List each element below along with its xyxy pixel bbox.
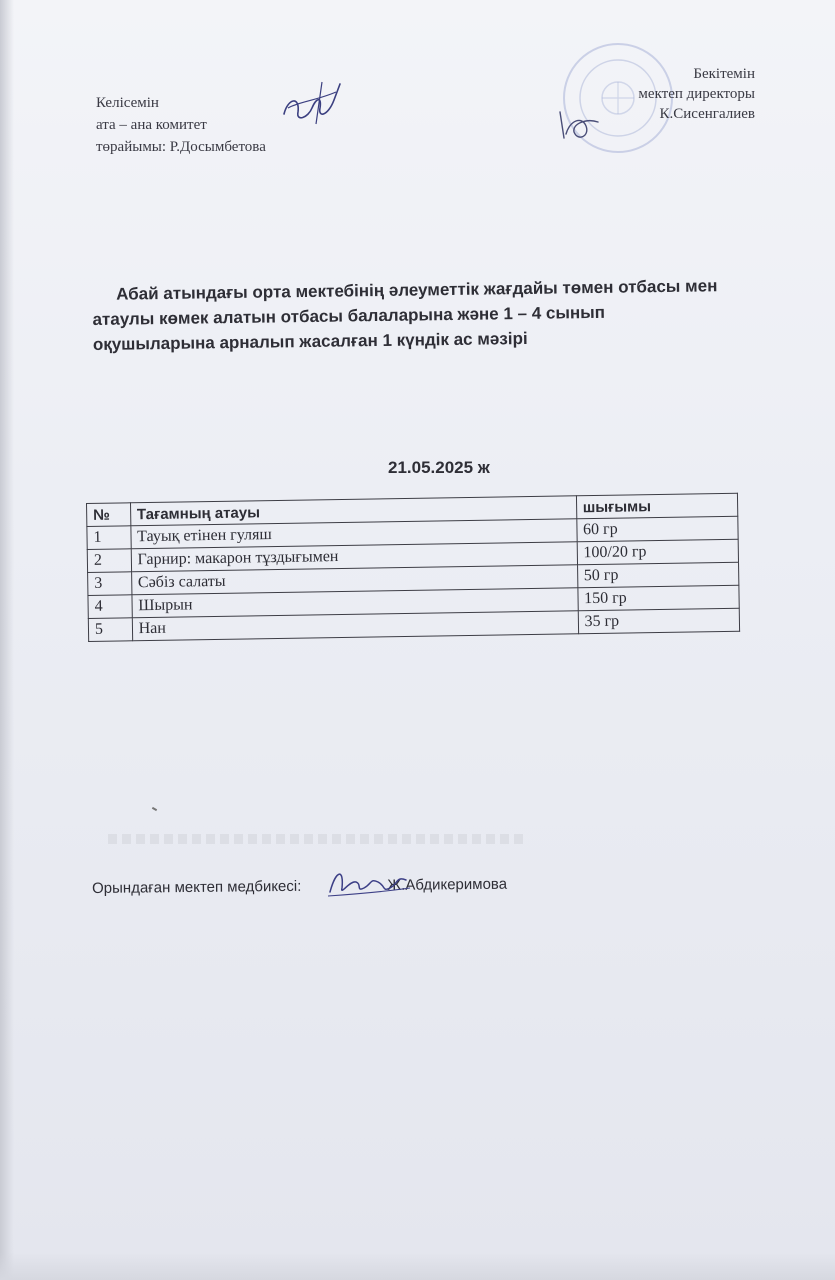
approval-right-line3: К.Сисенгалиев — [659, 106, 755, 122]
approval-left-line1: Келісемін — [96, 95, 159, 111]
signature-nurse — [326, 862, 412, 902]
row-qty: 35 гр — [578, 608, 740, 634]
approval-left-line3: төрайымы: Р.Досымбетова — [96, 139, 266, 155]
faded-bleedthrough-text — [108, 834, 528, 844]
menu-table — [86, 493, 740, 642]
approval-block-right — [638, 64, 755, 124]
page-bottom-edge — [0, 1252, 835, 1280]
row-qty: 100/20 гр — [577, 539, 739, 565]
header-qty: шығымы — [576, 493, 738, 519]
document-title — [92, 272, 793, 357]
row-num: 5 — [88, 618, 132, 642]
row-num: 4 — [88, 595, 132, 619]
title-line3: оқушыларына арналып жасалған 1 күндік ас мәзірі — [92, 328, 528, 354]
row-name: Нан — [132, 611, 578, 641]
signature-left — [278, 78, 348, 130]
title-line1: Абай атындағы орта мектебінің әлеуметтік жағдайы төмен отбасы мен — [116, 276, 718, 304]
footer-signature-line — [92, 876, 507, 897]
row-qty: 150 гр — [578, 585, 740, 611]
row-num: 1 — [87, 526, 131, 550]
approval-right-line2: мектеп директоры — [638, 86, 755, 102]
menu-date: 21.05.2025 ж — [388, 458, 490, 477]
header-num: № — [87, 503, 131, 527]
approval-left-line2: ата – ана комитет — [96, 117, 207, 133]
footer-name: Ж.Абдикеримова — [387, 875, 508, 894]
row-qty: 60 гр — [576, 516, 738, 542]
paper-speck — [152, 807, 157, 811]
header-name: Тағамның атауы — [130, 496, 576, 526]
row-num: 2 — [87, 549, 131, 573]
approval-block-left — [96, 92, 266, 158]
row-qty: 50 гр — [577, 562, 739, 588]
approval-right-line1: Бекітемін — [693, 66, 755, 82]
signature-right — [556, 108, 602, 144]
row-num: 3 — [88, 572, 132, 596]
row-name: Сәбіз салаты — [131, 565, 577, 595]
row-name: Гарнир: макарон тұздығымен — [131, 542, 577, 572]
footer-label: Орындаған мектеп медбикесі: — [92, 877, 302, 897]
row-name: Тауық етінен гуляш — [131, 519, 577, 549]
title-line2: атаулы көмек алатын отбасы балаларына және 1 – 4 сынып — [92, 302, 606, 329]
page-edge-shadow — [0, 0, 14, 1280]
row-name: Шырын — [132, 588, 578, 618]
